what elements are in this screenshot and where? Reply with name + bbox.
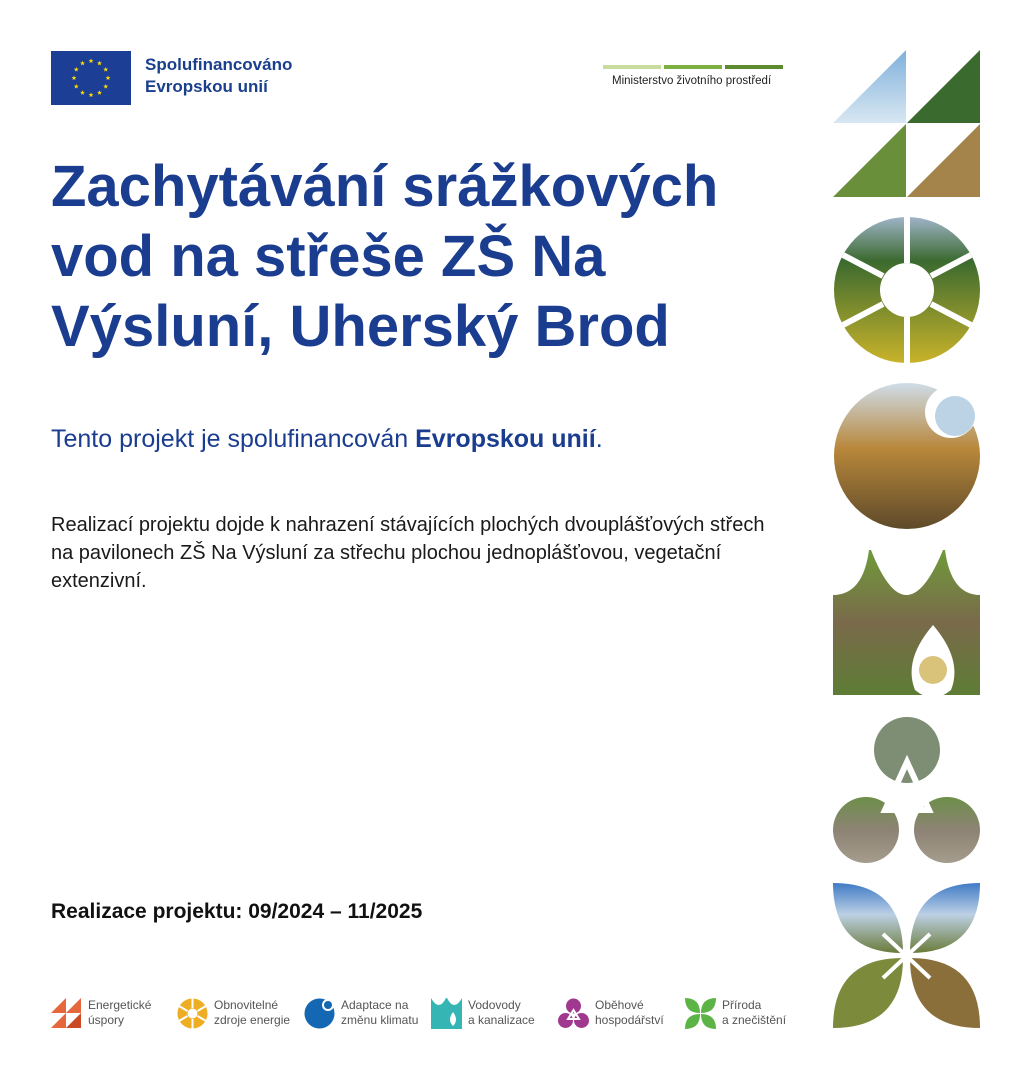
category-renewable-energy [177, 998, 290, 1029]
subtitle [51, 425, 811, 454]
category-label-line1: Energetické [88, 998, 152, 1012]
eu-star [103, 84, 108, 89]
ministry-logo-lines [603, 65, 783, 69]
category-climate-adaptation [304, 998, 418, 1029]
ministry-line-2 [664, 65, 722, 69]
eu-star [89, 58, 94, 63]
eu-label-line2: Evropskou unií [145, 77, 268, 96]
category-label-line1: Adaptace na [341, 998, 409, 1012]
category-label-line2: změnu klimatu [341, 1013, 419, 1027]
eu-star [72, 75, 77, 80]
energy-photo-motif [833, 50, 980, 197]
water-photo-motif [833, 550, 980, 698]
eu-star [74, 67, 79, 72]
decorative-photo-column [833, 50, 981, 1030]
eu-star [106, 75, 111, 80]
ministry-line-3 [725, 65, 783, 69]
eu-flag-icon [51, 51, 131, 105]
subtitle-bold: Evropskou unií [415, 425, 596, 453]
category-label-line2: a kanalizace [468, 1013, 535, 1027]
eu-star [80, 61, 85, 66]
category-label-line2: zdroje energie [214, 1013, 291, 1027]
project-description: Realizací projektu dojde k nahrazení stávajících plochých dvouplášťových střech na pavilonech ZŠ Na Výsluní za střechu plochou jednoplášťovou, vegetační extenzivní. [51, 514, 765, 592]
eu-cofinanced-label [145, 54, 292, 98]
eu-star [97, 61, 102, 66]
nature-photo-motif [833, 883, 980, 1028]
circular-economy-icon [558, 998, 589, 1029]
subtitle-suffix: . [595, 425, 603, 453]
category-water-sewage [431, 998, 535, 1029]
category-energy-savings [51, 998, 151, 1029]
eu-star [89, 92, 94, 97]
energy-savings-icon [51, 998, 82, 1029]
eu-star [97, 90, 102, 95]
ministry-line-1 [603, 65, 661, 69]
category-label-line1: Obnovitelné [214, 998, 279, 1012]
nature-pollution-icon [685, 998, 716, 1029]
project-period: Realizace projektu: 09/2024 – 11/2025 [51, 900, 423, 923]
eu-label-line1: Spolufinancováno [145, 55, 293, 74]
category-label-line1: Vodovody [468, 998, 521, 1012]
eu-star [80, 90, 85, 95]
category-circular-economy [558, 998, 664, 1029]
page-title: Zachytávání srážkových vod na střeše ZŠ Na Výsluní, Uherský Brod [51, 154, 719, 359]
adaptation-photo-motif [834, 383, 980, 529]
category-nature-pollution [685, 998, 786, 1029]
eu-star [103, 67, 108, 72]
circular-photo-motif [833, 717, 980, 863]
renewable-energy-icon [177, 998, 208, 1029]
renewable-photo-motif [834, 217, 980, 363]
climate-adaptation-icon [304, 998, 335, 1029]
ministry-name: Ministerstvo životního prostředí [612, 75, 772, 87]
water-sewage-icon [431, 998, 462, 1029]
category-label-line2: a znečištění [722, 1013, 787, 1027]
category-label-line2: úspory [88, 1013, 125, 1027]
category-label-line2: hospodářství [595, 1013, 664, 1027]
category-label-line1: Oběhové [595, 998, 644, 1012]
eu-star [74, 84, 79, 89]
subtitle-prefix: Tento projekt je spolufinancován [51, 425, 416, 453]
category-label-line1: Příroda [722, 998, 762, 1012]
